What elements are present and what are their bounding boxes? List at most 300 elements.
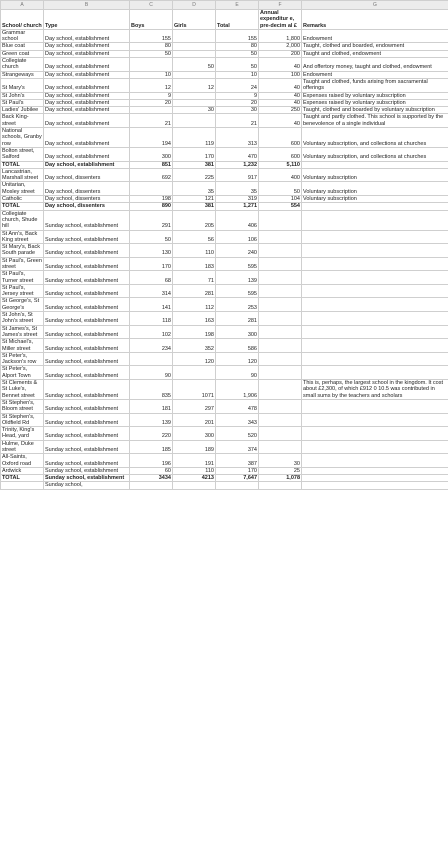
girls-cell[interactable]: 110 xyxy=(173,244,216,258)
girls-cell[interactable]: 198 xyxy=(173,325,216,339)
annual-expenditure-cell[interactable] xyxy=(259,271,302,285)
table-row xyxy=(1,99,448,106)
girls-cell[interactable]: 12 xyxy=(173,78,216,92)
total-cell[interactable]: 387 xyxy=(216,454,259,468)
remarks-cell[interactable]: Taught and clothed, funds arising from sacramental offerings xyxy=(302,78,448,92)
remarks-cell[interactable] xyxy=(302,271,448,285)
boys-cell[interactable]: 21 xyxy=(130,114,173,128)
annual-expenditure-cell[interactable] xyxy=(259,339,302,353)
type-cell[interactable]: Sunday school, establishment xyxy=(44,284,130,298)
remarks-cell[interactable] xyxy=(302,352,448,366)
total-cell[interactable]: 520 xyxy=(216,427,259,441)
school-cell[interactable]: St George's, St George's xyxy=(1,298,44,312)
remarks-cell[interactable]: Endowment xyxy=(302,71,448,78)
boys-cell[interactable]: 234 xyxy=(130,339,173,353)
total-cell[interactable]: 240 xyxy=(216,244,259,258)
total-cell[interactable]: 24 xyxy=(216,78,259,92)
girls-cell[interactable]: 71 xyxy=(173,271,216,285)
total-cell[interactable]: 7,647 xyxy=(216,475,259,482)
type-cell[interactable]: Sunday school, establishment xyxy=(44,427,130,441)
annual-expenditure-cell[interactable]: 5,110 xyxy=(259,161,302,168)
boys-cell[interactable]: 9 xyxy=(130,92,173,99)
school-cell[interactable]: Lancastrian, Marshall street xyxy=(1,168,44,182)
remarks-cell[interactable] xyxy=(302,325,448,339)
girls-cell[interactable]: 56 xyxy=(173,230,216,244)
boys-cell[interactable]: 68 xyxy=(130,271,173,285)
total-cell[interactable]: 1,906 xyxy=(216,380,259,400)
boys-cell[interactable] xyxy=(130,182,173,196)
total-cell[interactable]: 281 xyxy=(216,312,259,326)
annual-expenditure-cell[interactable] xyxy=(259,210,302,230)
school-cell[interactable]: St Michael's, Miller street xyxy=(1,339,44,353)
remarks-cell[interactable]: Taught and partly clothed. This school is supported by the benevolence of a single individual xyxy=(302,114,448,128)
table-row xyxy=(1,366,448,380)
type-cell[interactable]: Sunday school, establishment xyxy=(44,312,130,326)
total-cell[interactable]: 478 xyxy=(216,399,259,413)
girls-cell[interactable]: 281 xyxy=(173,284,216,298)
boys-cell[interactable]: 170 xyxy=(130,257,173,271)
total-cell[interactable]: 106 xyxy=(216,230,259,244)
table-row xyxy=(1,107,448,114)
type-cell[interactable]: Sunday school, establishment xyxy=(44,339,130,353)
girls-cell[interactable]: 30 xyxy=(173,107,216,114)
school-cell[interactable]: St John's xyxy=(1,92,44,99)
boys-cell[interactable] xyxy=(130,482,173,489)
type-cell[interactable]: Day school, establishment xyxy=(44,128,130,148)
type-cell[interactable]: Day school, establishment xyxy=(44,114,130,128)
annual-expenditure-cell[interactable]: 40 xyxy=(259,99,302,106)
remarks-cell[interactable]: Taught, clothed and boarded by voluntary subscription xyxy=(302,107,448,114)
remarks-cell[interactable]: Voluntary subscription xyxy=(302,196,448,203)
boys-cell[interactable]: 185 xyxy=(130,440,173,454)
girls-cell[interactable]: 189 xyxy=(173,440,216,454)
type-cell[interactable]: Day school, establishment xyxy=(44,78,130,92)
table-row xyxy=(1,440,448,454)
annual-expenditure-cell[interactable]: 200 xyxy=(259,50,302,57)
annual-expenditure-cell[interactable] xyxy=(259,257,302,271)
boys-cell[interactable]: 692 xyxy=(130,168,173,182)
total-cell[interactable]: 139 xyxy=(216,271,259,285)
remarks-cell[interactable] xyxy=(302,399,448,413)
school-cell[interactable]: Strangeways xyxy=(1,71,44,78)
girls-cell[interactable]: 297 xyxy=(173,399,216,413)
column-header-a[interactable]: A xyxy=(1,1,44,10)
type-cell[interactable]: Sunday school, establishment xyxy=(44,440,130,454)
type-cell[interactable]: Sunday school, establishment xyxy=(44,380,130,400)
total-cell[interactable]: 586 xyxy=(216,339,259,353)
school-cell[interactable]: Collegiate church, Shude hill xyxy=(1,210,44,230)
boys-cell[interactable]: 155 xyxy=(130,29,173,43)
school-cell[interactable]: St Peter's, Alport Town xyxy=(1,366,44,380)
remarks-cell[interactable] xyxy=(302,298,448,312)
girls-cell[interactable] xyxy=(173,114,216,128)
header-girls[interactable]: Girls xyxy=(173,10,216,30)
type-cell[interactable]: Day school, establishment xyxy=(44,43,130,50)
remarks-cell[interactable]: Taught and clothed, endowment xyxy=(302,50,448,57)
table-row xyxy=(1,399,448,413)
annual-expenditure-cell[interactable]: 600 xyxy=(259,128,302,148)
type-cell[interactable]: Sunday school, establishment xyxy=(44,352,130,366)
type-cell[interactable]: Day school, establishment xyxy=(44,29,130,43)
remarks-cell[interactable]: Endowment xyxy=(302,29,448,43)
boys-cell[interactable]: 194 xyxy=(130,128,173,148)
remarks-cell[interactable]: Expenses raised by voluntary subscription xyxy=(302,92,448,99)
annual-expenditure-cell[interactable] xyxy=(259,312,302,326)
total-cell[interactable]: 10 xyxy=(216,71,259,78)
girls-cell[interactable] xyxy=(173,482,216,489)
boys-cell[interactable] xyxy=(130,58,173,72)
school-cell[interactable]: TOTAL xyxy=(1,203,44,210)
total-row xyxy=(1,475,448,482)
total-cell[interactable]: 595 xyxy=(216,257,259,271)
type-cell[interactable]: Sunday school, establishment xyxy=(44,230,130,244)
remarks-cell[interactable]: Expenses raised by voluntary subscription xyxy=(302,99,448,106)
remarks-cell[interactable] xyxy=(302,413,448,427)
total-cell[interactable] xyxy=(216,482,259,489)
remarks-cell[interactable] xyxy=(302,284,448,298)
remarks-cell[interactable] xyxy=(302,312,448,326)
total-cell[interactable]: 35 xyxy=(216,182,259,196)
girls-cell[interactable] xyxy=(173,99,216,106)
girls-cell[interactable]: 50 xyxy=(173,58,216,72)
table-row xyxy=(1,312,448,326)
total-cell[interactable]: 50 xyxy=(216,50,259,57)
type-cell[interactable]: Sunday school, establishment xyxy=(44,257,130,271)
total-cell[interactable]: 50 xyxy=(216,58,259,72)
school-cell[interactable]: Blue coat xyxy=(1,43,44,50)
header-remarks[interactable]: Remarks xyxy=(302,10,448,30)
remarks-cell[interactable] xyxy=(302,244,448,258)
annual-expenditure-cell[interactable]: 40 xyxy=(259,114,302,128)
girls-cell[interactable]: 35 xyxy=(173,182,216,196)
annual-expenditure-cell[interactable] xyxy=(259,440,302,454)
annual-expenditure-cell[interactable] xyxy=(259,366,302,380)
remarks-cell[interactable] xyxy=(302,454,448,468)
school-cell[interactable]: Hulme, Duke street xyxy=(1,440,44,454)
total-cell[interactable]: 374 xyxy=(216,440,259,454)
total-cell[interactable]: 90 xyxy=(216,366,259,380)
school-cell[interactable]: Back King-street xyxy=(1,114,44,128)
annual-expenditure-cell[interactable]: 554 xyxy=(259,203,302,210)
annual-expenditure-cell[interactable]: 400 xyxy=(259,168,302,182)
table-row xyxy=(1,196,448,203)
girls-cell[interactable]: 112 xyxy=(173,298,216,312)
boys-cell[interactable]: 835 xyxy=(130,380,173,400)
remarks-cell[interactable] xyxy=(302,467,448,474)
table-row xyxy=(1,380,448,400)
type-cell[interactable]: Sunday school, establishment xyxy=(44,210,130,230)
remarks-cell[interactable]: Voluntary subscription xyxy=(302,182,448,196)
annual-expenditure-cell[interactable]: 250 xyxy=(259,107,302,114)
header-annual-expenditure[interactable]: Annual expenditur e, pre-decim al £ xyxy=(259,10,302,30)
total-cell[interactable]: 80 xyxy=(216,43,259,50)
remarks-cell[interactable]: This is, perhaps, the largest school in the kingdom. It cost about £2,300, of which £912 0 10.5 was contributed in small sums by the teachers and scholars xyxy=(302,380,448,400)
remarks-cell[interactable]: Taught, clothed and boarded, endowment xyxy=(302,43,448,50)
annual-expenditure-cell[interactable]: 2,000 xyxy=(259,43,302,50)
table-row xyxy=(1,230,448,244)
total-cell[interactable]: 155 xyxy=(216,29,259,43)
table-row xyxy=(1,352,448,366)
girls-cell[interactable] xyxy=(173,43,216,50)
total-cell[interactable]: 300 xyxy=(216,325,259,339)
girls-cell[interactable]: 119 xyxy=(173,128,216,148)
remarks-cell[interactable]: And offertory money, taught and clothed, endowment xyxy=(302,58,448,72)
girls-cell[interactable]: 1071 xyxy=(173,380,216,400)
school-cell[interactable]: Ladies' Jubilee xyxy=(1,107,44,114)
total-cell[interactable]: 253 xyxy=(216,298,259,312)
annual-expenditure-cell[interactable]: 100 xyxy=(259,71,302,78)
type-cell[interactable]: Day school, establishment xyxy=(44,92,130,99)
annual-expenditure-cell[interactable] xyxy=(259,244,302,258)
total-cell[interactable]: 170 xyxy=(216,467,259,474)
school-cell[interactable]: St Paul's, Green street xyxy=(2,257,42,270)
total-cell[interactable]: 1,271 xyxy=(216,203,259,210)
total-cell[interactable]: 595 xyxy=(216,284,259,298)
boys-cell[interactable]: 890 xyxy=(130,203,173,210)
girls-cell[interactable]: 163 xyxy=(173,312,216,326)
girls-cell[interactable]: 225 xyxy=(173,168,216,182)
school-cell[interactable]: TOTAL xyxy=(1,475,44,482)
table-row xyxy=(1,413,448,427)
type-cell[interactable]: Day school, dissenters xyxy=(44,168,130,182)
type-cell[interactable]: Day school, establishment xyxy=(44,147,130,161)
table-row xyxy=(1,92,448,99)
school-cell[interactable]: TOTAL xyxy=(1,161,44,168)
boys-cell[interactable]: 118 xyxy=(130,312,173,326)
total-cell[interactable]: 470 xyxy=(216,147,259,161)
boys-cell[interactable]: 60 xyxy=(130,467,173,474)
school-cell[interactable]: St Paul's, Jersey street xyxy=(1,284,44,298)
table-row xyxy=(1,182,448,196)
remarks-cell[interactable] xyxy=(302,427,448,441)
remarks-cell[interactable] xyxy=(302,161,448,168)
girls-cell[interactable]: 121 xyxy=(173,196,216,203)
school-cell[interactable] xyxy=(1,482,44,489)
annual-expenditure-cell[interactable]: 1,800 xyxy=(259,29,302,43)
school-cell[interactable]: Collegiate church xyxy=(1,58,44,72)
remarks-cell[interactable] xyxy=(302,257,448,271)
annual-expenditure-cell[interactable] xyxy=(259,325,302,339)
column-header-c[interactable]: C xyxy=(130,1,173,10)
annual-expenditure-cell[interactable] xyxy=(259,482,302,489)
boys-cell[interactable]: 291 xyxy=(130,210,173,230)
header-school[interactable]: School/ church xyxy=(1,10,44,30)
annual-expenditure-cell[interactable] xyxy=(259,399,302,413)
annual-expenditure-cell[interactable]: 40 xyxy=(259,92,302,99)
table-row xyxy=(1,58,448,72)
boys-cell[interactable]: 300 xyxy=(130,147,173,161)
school-cell[interactable]: National schools, Granby row xyxy=(2,128,42,147)
girls-cell[interactable]: 205 xyxy=(173,210,216,230)
annual-expenditure-cell[interactable] xyxy=(259,413,302,427)
girls-cell[interactable]: 191 xyxy=(173,454,216,468)
table-row xyxy=(1,168,448,182)
remarks-cell[interactable]: Voluntary subscription, and collections at churches xyxy=(302,147,448,161)
girls-cell[interactable] xyxy=(173,50,216,57)
school-cell[interactable]: St James's, St James's street xyxy=(1,325,44,339)
type-cell[interactable]: Day school, establishment xyxy=(44,107,130,114)
school-cell[interactable]: Catholic xyxy=(1,196,44,203)
school-cell[interactable]: All-Saints, Oxford road xyxy=(1,454,44,468)
boys-cell[interactable]: 50 xyxy=(130,50,173,57)
remarks-cell[interactable]: Voluntary subscription xyxy=(302,168,448,182)
boys-cell[interactable]: 130 xyxy=(130,244,173,258)
total-cell[interactable]: 120 xyxy=(216,352,259,366)
school-cell[interactable]: St Stephen's, Oldfield Rd xyxy=(1,413,44,427)
remarks-cell[interactable] xyxy=(302,482,448,489)
annual-expenditure-cell[interactable] xyxy=(259,298,302,312)
column-header-e[interactable]: E xyxy=(216,1,259,10)
boys-cell[interactable]: 139 xyxy=(130,413,173,427)
girls-cell[interactable]: 4213 xyxy=(173,475,216,482)
type-cell[interactable]: Day school, dissenters xyxy=(44,203,130,210)
annual-expenditure-cell[interactable]: 40 xyxy=(259,58,302,72)
boys-cell[interactable]: 851 xyxy=(130,161,173,168)
remarks-cell[interactable] xyxy=(302,230,448,244)
boys-cell[interactable]: 10 xyxy=(130,71,173,78)
annual-expenditure-cell[interactable] xyxy=(259,352,302,366)
remarks-cell[interactable] xyxy=(302,440,448,454)
annual-expenditure-cell[interactable] xyxy=(259,427,302,441)
school-cell[interactable]: St Ann's, Back King street xyxy=(1,230,44,244)
remarks-cell[interactable] xyxy=(302,366,448,380)
school-cell[interactable]: Grammar school xyxy=(1,29,44,43)
annual-expenditure-cell[interactable]: 40 xyxy=(259,78,302,92)
table-row xyxy=(1,128,448,148)
boys-cell[interactable]: 3434 xyxy=(130,475,173,482)
type-cell[interactable]: Sunday school, establishment xyxy=(44,475,130,482)
school-cell[interactable]: St Paul's xyxy=(1,99,44,106)
girls-cell[interactable]: 352 xyxy=(173,339,216,353)
total-cell[interactable]: 1,232 xyxy=(216,161,259,168)
total-cell[interactable]: 319 xyxy=(216,196,259,203)
school-cell[interactable]: Trinity, King's Head, yard xyxy=(1,427,44,441)
type-cell[interactable]: Day school, establishment xyxy=(44,161,130,168)
remarks-cell[interactable] xyxy=(302,339,448,353)
type-cell[interactable]: Day school, establishment xyxy=(44,50,130,57)
type-cell[interactable]: Day school, dissenters xyxy=(44,182,130,196)
total-cell[interactable]: 313 xyxy=(216,128,259,148)
girls-cell[interactable] xyxy=(173,366,216,380)
type-cell[interactable]: Sunday school, establishment xyxy=(44,298,130,312)
girls-cell[interactable]: 170 xyxy=(173,147,216,161)
boys-cell[interactable]: 220 xyxy=(130,427,173,441)
total-cell[interactable]: 406 xyxy=(216,210,259,230)
boys-cell[interactable]: 102 xyxy=(130,325,173,339)
girls-cell[interactable] xyxy=(173,71,216,78)
school-cell[interactable]: St Peter's, Jackson's row xyxy=(1,352,44,366)
type-cell[interactable]: Day school, establishment xyxy=(44,58,130,72)
type-cell[interactable]: Sunday school, establishment xyxy=(44,325,130,339)
annual-expenditure-cell[interactable] xyxy=(259,284,302,298)
type-cell[interactable]: Sunday school, establishment xyxy=(44,271,130,285)
school-cell[interactable]: Bolton street, Salford xyxy=(1,147,44,161)
boys-cell[interactable]: 80 xyxy=(130,43,173,50)
school-cell[interactable]: St Mary's xyxy=(1,78,44,92)
school-cell[interactable]: St Paul's, Turner street xyxy=(1,271,44,285)
girls-cell[interactable]: 300 xyxy=(173,427,216,441)
column-header-b[interactable]: B xyxy=(44,1,130,10)
total-cell[interactable]: 21 xyxy=(216,114,259,128)
column-header-f[interactable]: F xyxy=(259,1,302,10)
type-cell[interactable]: Sunday school, establishment xyxy=(44,413,130,427)
girls-cell[interactable]: 201 xyxy=(173,413,216,427)
girls-cell[interactable] xyxy=(173,92,216,99)
boys-cell[interactable]: 90 xyxy=(130,366,173,380)
girls-cell[interactable] xyxy=(173,29,216,43)
boys-cell[interactable]: 181 xyxy=(130,399,173,413)
total-cell[interactable]: 9 xyxy=(216,92,259,99)
type-cell[interactable]: Sunday school, establishment xyxy=(44,244,130,258)
remarks-cell[interactable] xyxy=(302,203,448,210)
remarks-cell[interactable] xyxy=(302,475,448,482)
total-cell[interactable]: 917 xyxy=(216,168,259,182)
boys-cell[interactable]: 20 xyxy=(130,99,173,106)
girls-cell[interactable]: 120 xyxy=(173,352,216,366)
school-cell[interactable]: St John's, St John's street xyxy=(1,312,44,326)
table-row xyxy=(1,29,448,43)
school-cell[interactable]: Unitarian, Mosley street xyxy=(1,182,44,196)
column-header-g[interactable]: G xyxy=(302,1,448,10)
boys-cell[interactable] xyxy=(130,107,173,114)
boys-cell[interactable]: 12 xyxy=(130,78,173,92)
type-cell[interactable]: Sunday school, establishment xyxy=(44,454,130,468)
annual-expenditure-cell[interactable] xyxy=(259,380,302,400)
school-cell[interactable]: St Stephen's, Bloom street xyxy=(1,399,44,413)
table-row xyxy=(1,467,448,474)
annual-expenditure-cell[interactable] xyxy=(259,230,302,244)
school-cell[interactable]: St Mary's, Back South parade xyxy=(1,244,44,258)
type-cell[interactable]: Day school, establishment xyxy=(44,71,130,78)
school-cell[interactable]: St Clements & St Luke's, Bennet street xyxy=(1,380,44,400)
type-cell[interactable]: Sunday school, establishment xyxy=(44,467,130,474)
type-cell[interactable]: Day school, establishment xyxy=(44,99,130,106)
table-row xyxy=(1,43,448,50)
annual-expenditure-cell[interactable]: 50 xyxy=(259,182,302,196)
school-cell[interactable]: Ardwick xyxy=(1,467,44,474)
total-cell[interactable]: 30 xyxy=(216,107,259,114)
girls-cell[interactable]: 381 xyxy=(173,161,216,168)
total-cell[interactable]: 20 xyxy=(216,99,259,106)
annual-expenditure-cell[interactable]: 104 xyxy=(259,196,302,203)
boys-cell[interactable]: 198 xyxy=(130,196,173,203)
type-cell[interactable]: Day school, dissenters xyxy=(44,196,130,203)
remarks-cell[interactable] xyxy=(302,210,448,230)
annual-expenditure-cell[interactable]: 30 xyxy=(259,454,302,468)
type-cell[interactable]: Sunday school, xyxy=(44,482,130,489)
type-cell[interactable]: Sunday school, establishment xyxy=(44,366,130,380)
header-total[interactable]: Total xyxy=(216,10,259,30)
header-type[interactable]: Type xyxy=(44,10,130,30)
annual-expenditure-cell[interactable]: 1,078 xyxy=(259,475,302,482)
boys-cell[interactable]: 141 xyxy=(130,298,173,312)
boys-cell[interactable] xyxy=(130,352,173,366)
boys-cell[interactable]: 196 xyxy=(130,454,173,468)
annual-expenditure-cell[interactable]: 600 xyxy=(259,147,302,161)
girls-cell[interactable]: 381 xyxy=(173,203,216,210)
boys-cell[interactable]: 50 xyxy=(130,230,173,244)
header-boys[interactable]: Boys xyxy=(130,10,173,30)
remarks-cell[interactable]: Voluntary subscription, and collections at churches xyxy=(302,128,448,148)
girls-cell[interactable]: 110 xyxy=(173,467,216,474)
school-cell[interactable]: Green coat xyxy=(1,50,44,57)
column-header-d[interactable]: D xyxy=(173,1,216,10)
girls-cell[interactable]: 183 xyxy=(173,257,216,271)
boys-cell[interactable]: 314 xyxy=(130,284,173,298)
annual-expenditure-cell[interactable]: 25 xyxy=(259,467,302,474)
type-cell[interactable]: Sunday school, establishment xyxy=(44,399,130,413)
total-cell[interactable]: 343 xyxy=(216,413,259,427)
